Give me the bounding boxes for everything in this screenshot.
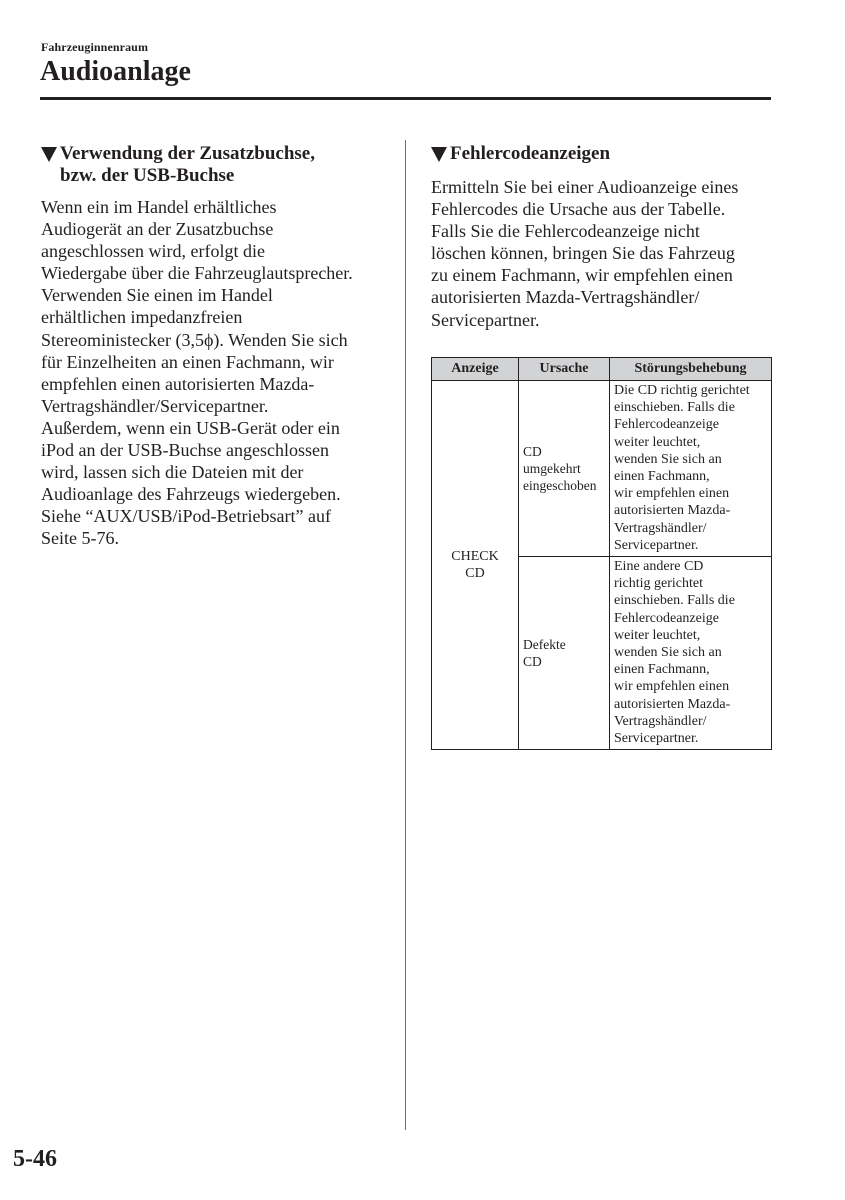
body-line: Wiedergabe über die Fahrzeuglautsprecher. [41, 263, 353, 284]
body-line: Vertragshändler/Servicepartner. [41, 395, 269, 416]
ursache-line: CD [523, 654, 542, 670]
page-number: 5-46 [13, 1146, 57, 1172]
body-line: wird, lassen sich die Dateien mit der [41, 462, 304, 483]
behebung-line: einen Fachmann, [614, 662, 710, 678]
behebung-line: weiter leuchtet, [614, 434, 701, 450]
behebung-line: wir empfehlen einen [614, 486, 730, 502]
column-header-ursache: Ursache [519, 358, 610, 381]
error-code-heading-text: Fehlercodeanzeigen [450, 143, 611, 164]
behebung-line: Fehlercodeanzeige [614, 417, 719, 433]
behebung-line: einen Fachmann, [614, 469, 710, 485]
body-line: Ermitteln Sie bei einer Audioanzeige eines [431, 177, 739, 197]
behebung-line: Servicepartner. [614, 731, 699, 747]
behebung-line: wenden Sie sich an [614, 451, 722, 467]
body-line: Fehlercodes die Ursache aus der Tabelle. [431, 199, 726, 220]
behebung-line: Eine andere CD [614, 559, 704, 575]
body-line: Servicepartner. [431, 309, 540, 330]
behebung-line: Servicepartner. [614, 537, 699, 553]
body-line: Seite 5-76. [41, 528, 119, 549]
aux-usb-body [41, 196, 386, 550]
body-line: empfehlen einen autorisierten Mazda- [41, 373, 315, 394]
header-rule [40, 97, 771, 100]
behebung-line: richtig gerichtet [614, 576, 704, 592]
behebung-line: wir empfehlen einen [614, 679, 730, 695]
page-title: Audioanlage [40, 56, 191, 87]
column-header-behebung: Störungsbehebung [610, 358, 772, 381]
behebung-line: Fehlercodeanzeige [614, 610, 719, 626]
behebung-cell [610, 557, 772, 750]
body-line: autorisierten Mazda-Vertragshändler/ [431, 287, 700, 308]
behebung-line: autorisierten Mazda- [614, 696, 731, 712]
error-code-heading [431, 143, 776, 165]
body-line: Audiogerät an der Zusatzbuchse [41, 219, 274, 240]
ursache-line: CD [523, 443, 542, 459]
body-line: erhältlichen impedanzfreien [41, 307, 243, 328]
anzeige-line: CHECK [451, 548, 499, 564]
body-line: iPod an der USB-Buchse angeschlossen [41, 440, 329, 461]
behebung-line: einschieben. Falls die [614, 400, 735, 416]
behebung-line: weiter leuchtet, [614, 627, 701, 643]
aux-usb-heading-line2: bzw. der USB-Buchse [60, 165, 235, 186]
behebung-cell [610, 381, 772, 557]
table-row [432, 381, 772, 557]
anzeige-cell [432, 381, 519, 750]
ursache-cell [519, 557, 610, 750]
body-line: Siehe “AUX/USB/iPod-Betriebsart” auf [41, 506, 331, 527]
body-line: Falls Sie die Fehlercodeanzeige nicht [431, 221, 700, 242]
error-code-section [431, 143, 776, 331]
behebung-line: Vertragshändler/ [614, 520, 707, 536]
aux-usb-section [41, 143, 386, 550]
ursache-cell [519, 381, 610, 557]
ursache-line: eingeschoben [523, 478, 597, 494]
ursache-line: Defekte [523, 636, 566, 652]
body-line: zu einem Fachmann, wir empfehlen einen [431, 265, 733, 286]
aux-usb-heading-line1: Verwendung der Zusatzbuchse, [60, 143, 315, 164]
ursache-line: umgekehrt [523, 460, 581, 476]
column-header-anzeige: Anzeige [432, 358, 519, 381]
behebung-line: Die CD richtig gerichtet [614, 383, 750, 398]
body-line: angeschlossen wird, erfolgt die [41, 241, 265, 262]
section-label: Fahrzeuginnenraum [41, 40, 149, 54]
body-line: löschen können, bringen Sie das Fahrzeug [431, 243, 735, 264]
body-line: Außerdem, wenn ein USB-Gerät oder ein [41, 417, 340, 438]
behebung-line: Vertragshändler/ [614, 713, 707, 729]
body-line: Verwenden Sie einen im Handel [41, 285, 273, 306]
column-divider [405, 140, 406, 1130]
behebung-line: einschieben. Falls die [614, 593, 735, 609]
triangle-bullet-icon [431, 147, 447, 162]
body-line: Wenn ein im Handel erhältliches [41, 197, 277, 217]
anzeige-line: CD [465, 566, 485, 582]
behebung-line: autorisierten Mazda- [614, 503, 731, 519]
aux-usb-heading [41, 143, 386, 187]
body-line: für Einzelheiten an einen Fachmann, wir [41, 351, 334, 372]
body-line: Stereoministecker (3,5ϕ). Wenden Sie sich [41, 329, 348, 350]
triangle-bullet-icon [41, 147, 57, 162]
table-header-row [432, 358, 772, 381]
error-code-body [431, 176, 776, 331]
behebung-line: wenden Sie sich an [614, 645, 722, 661]
error-code-table [431, 357, 772, 750]
body-line: Audioanlage des Fahrzeugs wiedergeben. [41, 484, 341, 505]
